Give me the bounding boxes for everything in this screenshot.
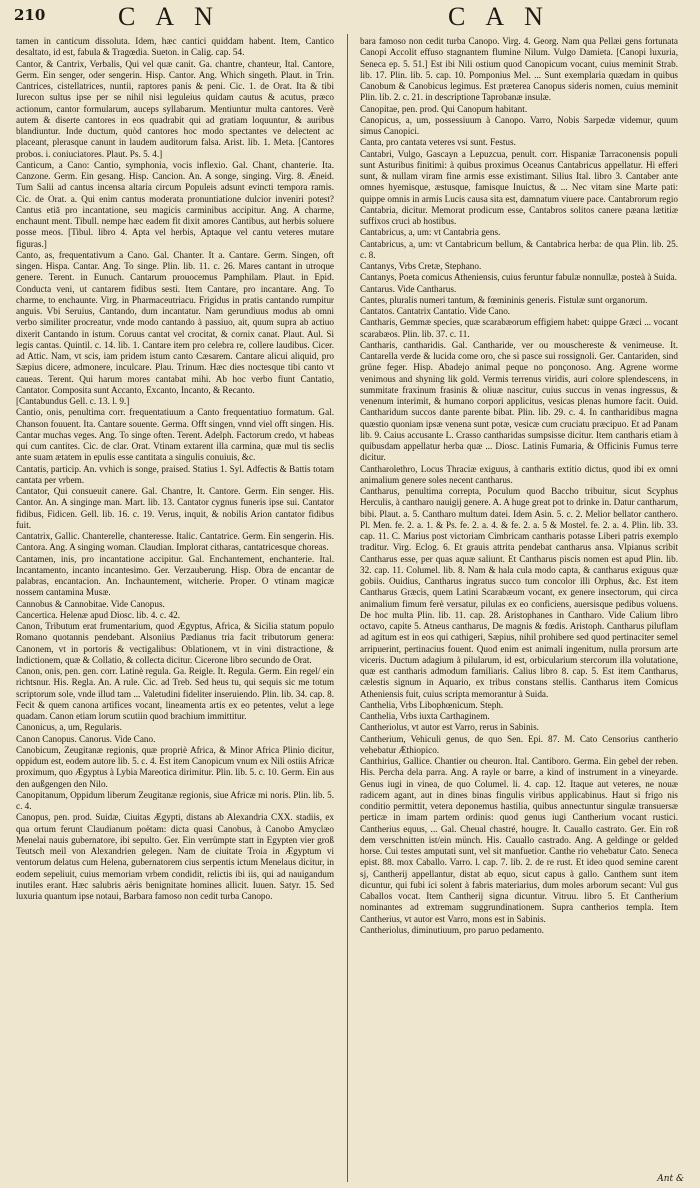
dictionary-entry: Cantatrix, Gallic. Chanterelle, chanteresse. Italic. Cantatrice. Germ. Ein sengerin. His. Cantora. Ang. A singing woman. Claudian. Implorat citharas, cantatricesque choreas.	[16, 531, 334, 553]
dictionary-entry: Cantatis, particip. An. vvhich is songe, praised. Statius 1. Syl. Adfectis & Battis totam cantata per vrbem.	[16, 463, 334, 485]
dictionary-entry: Cantamen, inis, pro incantatione accipitur. Gal. Enchantement, enchanterie. Ital. Incantamento, incanto incantesimo. Ger. Verzauberung. Hisp. Obra de encantar de palabras, encantacion. An. Inchauntement, witcherie. Proper. O vtinam magicæ nossem cantamina Musæ.	[16, 553, 334, 598]
dictionary-entry: Canopitae, pen. prod. Qui Canopum habitant.	[360, 103, 528, 114]
dictionary-entry: Cannobus & Cannobitae. Vide Canopus.	[16, 598, 165, 609]
dictionary-entry: Canopus, pen. prod. Suidæ, Ciuitas Ægypti, distans ab Alexandria CXX. stadiis, ex qua ortum ferunt Claudianum poëtam: dicta quasi Canobus, à Canobo Amyclæo Menelai nauis gubernatore, ibi sepulto. Ger. Ein verrümpte statt in Egypten vier groß Teutsch meil von Alexandrien gelegen. Nam de ciuitate Troia in Ægyptum vi ventorum delatus cum Helena, gubernatorem cius serpentis ictum Menelaus dicitur, in eodem sepeliuit, cuius memoriam vrbem condidit, relictis ibi iis, qui ad nauigandum inutiles erant. Hæc salubris aëris benignitate homines allicit. Iuuen. Satyr. 15. Sed luxuria quantum ipse notaui, Barbara famoso non cedit turba Canopo.	[16, 812, 334, 901]
dictionary-entry: Cantharis, Gemmæ species, quæ scarabæorum effigiem habet: quippe Græci ... vocant scarabæos. Plin. lib. 37. c. 11.	[360, 317, 678, 339]
dictionary-entry: Canto, as, frequentativum a Cano. Gal. Chanter. It a. Cantare. Germ. Singen, oft singen. Hispa. Cantar. Ang. To singe. Plin. lib. 11. c. 26. Mares cantant in utroque genere. Terent. in Eunuch. Cantarum prouocemus Pamphilam. Plaut. in Epid. Conducta veni, ut cantarem fidibus sesti. Item Cantare, pro incantare. Ang. To charme, to enchaunte. Virg. in Pharmaceutriacu. Frigidus in pratis cantando rumpitur anguis. Vbi Seruius, Cantando, dum incantatur. Nam gerundiuus modus ab omni verbo similiter procreatur, vnde modo cantando à passiuo, ait, quum supra ab actiuo dixerit Cantando in istum. Coruus cantat vel crocitat, & cornix canat. Plaut. Aul. Si legis cantas. Quintil. c. 14. lib. 1. Cantare item pro celebra re, collere laudibus. Cicer. ad Attic. Nam, vt scis, iam pridem istum canto Cæsarem. Cantare alicui aliquid, pro Sæpius dicere, admonere, inculcare. Plau. Trinum. Hæc dies noctesque tibi canto vt caueas. Terent. Qui harum mores cantabat mihi. Ab hoc verbo fiunt Cantatio, Cantator. Composita sunt Accanto, Excanto, Incanto, & Recanto.	[16, 249, 334, 395]
dictionary-entry: Cantatos. Cantatrix Cantatio. Vide Cano.	[360, 306, 511, 316]
dictionary-entry: Canonicus, a, um, Regularis.	[16, 722, 122, 733]
dictionary-entry: Cantabricus, a, um: vt Cantabria gens.	[360, 227, 501, 238]
dictionary-entry: Canon, Tributum erat frumentarium, quod Ægyptus, Africa, & Sicilia statum populo Romano quotannis pendebant. Alsoniius Pædianus tria facit tributorum genera: Canonem, vt in portoris & vectigalibus: Oblationem, vt in vini distractione, & Indictionem, quæ & Collatio, & collecta dicitur. Cicerone libro secundo de Orat.	[16, 621, 334, 665]
dictionary-entry: Cantator, Qui consueuit canere. Gal. Chantre, It. Cantore. Germ. Ein senger. His. Cantor. An. A singinge man. Mart. lib. 13. Cantator cygnus funeris ipse sui. Cantator fidibus, Fidicen. Gell. lib. 16. c. 19. Verus, inquit, & nobilis Arion cantator fidibus fuit.	[16, 486, 334, 530]
dictionary-entry: Cantharolethro, Locus Thraciæ exiguus, à cantharis extitio dictus, quod ibi ex omni animalium genere soles necent cantharus.	[360, 463, 678, 485]
dictionary-entry: Cantes, pluralis numeri tantum, & fœmininis generis. Fistulæ sunt organorum.	[360, 294, 648, 305]
dictionary-entry: Cantharus, penultima correpta, Poculum quod Baccho tribuitur, sicut Scyphus Herculis, à cantharo nauigij genere. A. A huge great pot to drinke in. Datur cantharum, bibi. Plaut. a. 5. Cantharo multum datei. Idem Asin. 5. c. 2. Melior bellator canthero. Pl. Men. fe. 2. a. 1. & Ps. fe. 2. a. 4. & fe. 2. a. 5 & Mostel. fe. 2. a. 4. Plin. lib. 33. cap. 11. C. Marius post victoriam Cimbricam cantharis potasse Liberi patris exemplo traditur. Virg. Eclog. 6. Et grauis attrita pendebat cantharus ansa. Vlpianus scribit Cantharus esse, per quas aquæ saliunt. Et Cantharus piscis nomen est apud Plin. lib. 32. cap. 11. Columel. lib. 8. Nam & hala cula modo capta, & cantharus exiguus quæ gobiis. Ouidius, Cantharus ingratus succo tum concolor illi Orphus, &c. Est item Cantharus Græcis, quem Latini Scarabæum vocant, ex genere insectorum, qui circa animalium fimum ferè versatur, pilulas ex eo conficiens, auersisque pedibus voluens. De hoc multa Plin. lib. 11. cap. 28. Aristophanes in Cantharo. Vide Calium libro octavo, capite 5. Atneus cantharus, De magnis & fœdis. Aristoph. Cantharus piluflam ad agitum est in eos qui cathigeri, Sæpius, nihil prohibere sed quod pertinaciter semel arripuerint, pertinacius fouent. Quod enim est animali ingenitum, nulla prorsum arte viceris. Ductum adagium à pilularum, id est, orbicularium stercorum illa volutatione, quæ est cantharis admodum familiaris. Calius libro 8. cap. 5. Est item Cantharus, cælestis signum in Aquario, ex tribus constans stellis. Cantharus item Comicus Atheniensis fuit, cuius scripta memorantur à Suida.	[360, 486, 678, 699]
dictionary-entry: Cantabricus, a, um: vt Cantabricum bellum, & Cantabrica herba: de qua Plin. lib. 25. c. 8.	[360, 238, 678, 260]
dictionary-entry: Cantio, onis, penultima corr. frequentatiuum a Canto frequentatiuo formatum. Gal. Chanson fouuent. Ita. Cantare souente. Germa. Offt singen, vnnd viel offt singen. His. Cantar muchas veges. Ang. To singe often. Terent. Adelph. Factorum credo, vt habeas qui cum cantites. Cic. de clar. Orat. Vtinam extarent illa carmina, quæ mul tis seclis ante suam ætatem in epulis esse cantitata a singulis conuiuis, &c.	[16, 407, 334, 463]
dictionary-entry: Canticum, a Cano: Cantio, symphonia, vocis inflexio. Gal. Chant, chanterie. Ita. Canzone. Germ. Ein gesang. Hisp. Cancion. An. A songe, singing. Virg. 8. Æneid. Tum Salii ad cantus incensa altaria circum Populeis adsunt evincti tempora ramis. Cic. de Orat. a. Qui enim cantus moderata pronuntiatione dulcior inveniri potest? Cantus etiā pro incantatione, seu magicis carminibus accipitur. Ang. A charme, enchaunt ment. Tibull. nempe hæc eadem fit dixit amores Cantibus, aut herbis soluere posse meos. [Tibul. libro 4. Apta vel herbis, Aptaque vel cantu veteres mutare figuras.]	[16, 159, 334, 249]
right-column	[360, 36, 678, 1182]
dictionary-entry: Canon, onis, pen. gen. corr. Latinè regula. Ga. Reigle. It. Regula. Germ. Ein regel/ ein richtsnur. His. Regla. An. A rule. Cic. ad Treb. Sed heus tu, qui sequis sic me totum scriptorum sole, vnde illud tam ... Valetudini fideliter inseruiendo. Plin. lib. 34. cap. 8. Fecit & quem canona artifices vocant, lineamenta artis ex eo petentes, velut a lege quadam. Canon etiam lorum scutiin quod brachium immittitur.	[16, 666, 334, 721]
dictionary-entry: Canopitanum, Oppidum liberum Zeugitanæ regionis, siue Africæ mi noris. Plin. lib. 5. c. 4.	[16, 789, 334, 811]
dictionary-entry: Canthirius, Gallice. Chantier ou cheuron. Ital. Cantiboro. Germa. Ein gebel der reben. His. Percha dela parra. Ang. A rayle or barre, a kind of instrument in a vineyarde. Genus iugi in vinea, de quo Columel. li. 4. cap. 12. Itaque aut veteres, ne nouæ radicem agant, aut in dines binas fingulis viribus applicabinus. Haut si frigo nis conditio permittit, vetera deponemus hastilia, quibus annectuntur singulæ transuersæ perticæ in imam partem ordinis: quod genus iugi Cantherium vocant rustici. Cantherius equus, ... Gal. Cheual chastré, hougre. It. Cauallo castrato. Ger. Ein roß dem verschnitten ist/ein münch. His. Cauallo castrado. Ang. A geldinge or gelded horse. Cui testes amputati sunt, vel sit manfuetior. Canthe rio vehebatur Cato. Seneca epist. 88. mox Caballo. Varro. l. cap. 7. lib. 2. de re rust. Et ideo quod semine carent sj, Cantherij appellantur, distat ab equo, sicut capus à gallo. Canthem sunt item dicuntur, qui fubi ici solent à fabris materiarius, dum moles arborum secant: Vul gus Caballos vocat. Item Cantherij signa dicuntur. Vitruu. libro 5. Et Cantherium nominantes ad extremam suggrundinationem. Supra cantherios templa. Item Cantherius, vt autor est Varro, mons est in Sabinis.	[360, 756, 678, 924]
dictionary-entry: Canthelia, Vrbs Libophœnicum. Steph.	[360, 699, 504, 710]
running-head-right: CAN	[448, 2, 563, 31]
page-number: 210	[14, 6, 46, 24]
dictionary-entry: Canthelia, Vrbs iuxta Carthaginem.	[360, 711, 490, 721]
dictionary-entry: [Cantabundus Gell. c. 13. l. 9.]	[16, 396, 130, 406]
dictionary-entry: Cancertica. Helenæ apud Diosc. lib. 4. c. 42.	[16, 609, 181, 620]
catchword: Ant &	[657, 1174, 684, 1184]
dictionary-entry: Cantanys, Vrbs Cretæ, Stephano.	[360, 261, 482, 271]
dictionary-entry: Canobicum, Zeugitanæ regionis, quæ propriè Africa, & Minor Africa Plinio dicitur, oppidum est, eodem autore lib. 5. c. 4. Est item Canopicum vnum ex Nili ostiis Africæ proximum, quo Ægyptus à Lybia Mareotica dirimitur. Plin. lib. 5. c. 10. Germ. Ein aus den außgengen den Nilo.	[16, 744, 334, 789]
running-head-left: CAN	[118, 2, 233, 31]
dictionary-entry: Canon Canopus. Canorus. Vide Cano.	[16, 733, 156, 744]
dictionary-entry: Canta, pro cantata veteres vsi sunt. Festus.	[360, 137, 516, 148]
dictionary-entry: Canopicus, a, um, possessiuum à Canopo. Varro, Nobis Sarpedæ videmur, quum simus Canopici.	[360, 114, 678, 136]
dictionary-entry: bara famoso non cedit turba Canopo. Virg. 4. Georg. Nam qua Pellæi gens fortunata Canopi Accolit effuso stagnantem flumine Nilum. Vulgo Damieta. [Canopi luxuria, Seneca ep. 5. 51.] Est ibi Nili ostium quod Canopicum vocant, cuius meminit Strab. lib. 17. Plin. lib. 5. cap. 10. Pomponius Mel. ... Sunt exemplaria quædam in quibus Canobum & Canobicus legimus. Est præterea Canopus sideris nomen, cuius meminit Plin. lib. 2. c. 21. in descriptione Taprobanæ insulæ.	[360, 36, 678, 103]
dictionary-entry: Cantabri, Vulgo, Gascayn a Lepuzcua, penult. corr. Hispaniæ Tarraconensis populi sunt Asturibus finitimi: à quibus proximus Oceanus Cantabricus appellatur. Hi efferi sunt, & nullam viram fine armis esse existimant. Silius Ital. libro 3. Cantaber ante omnes hyemisque, æstusque, famisque Inuictus, & ... Nec vitam sine Marte pati: quippe omnis in armis Lucis causa sita est, damnatum viuere pace. Cantabrorum regio Cantabria, dicitur. Memorat prodicum esse, Cantabros solitos canere pæana lætitiæ suffixos cruci ab hostibus.	[360, 148, 678, 226]
dictionary-entry: Cantor, & Cantrix, Verbalis, Qui vel quæ canit. Ga. chantre, chanteur, Ital. Cantore, Germ. Ein senger, oder sengerin. Hisp. Cantor. Ang. Which singeth. Plaut. in Trin. Cantrices, cistellatrices, nuntii, raptores panis & peni. Cic. 1. de Orat. Ita & tibi Iurecon sultus ipse per se nihil nisi leguleius quidam cautus & acutus, præco actionum, cantor formularum, auceps syllabarum. Mentiuntur multa cantores. Verè autem & diserte cantores in eos quadrabit qui ad gratiam loquuntur, & auribus blandiuntur. Inde ductum, quòd cantores hoc modo spectantes ve delectent ac placeant, plerasque canunt in laudem auditorum falsa. Arist. lib. 1. Meta. [Cantores probos. i. coniuciatores. Plaut. Ps. 5. 4.]	[16, 58, 334, 159]
dictionary-entry: Cantarus. Vide Cantharus.	[360, 283, 457, 294]
left-column	[16, 36, 334, 1182]
dictionary-entry: Cantherium, Vehiculi genus, de quo Sen. Epi. 87. M. Cato Censorius cantherio vehebatur Æthiopico.	[360, 733, 678, 755]
dictionary-entry: tamen in canticum dissoluta. Idem, hæc cantici quiddam habent. Item, Cantico desaltato, id est, fabula & Tragœdia. Sueton. in Calig. cap. 54.	[16, 36, 334, 58]
dictionary-entry: Cantanys, Poeta comicus Atheniensis, cuius feruntur fabulæ nonnullæ, posteà à Suida.	[360, 272, 677, 283]
dictionary-entry: Cantheriolus, vt autor est Varro, rerus in Sabinis.	[360, 722, 539, 733]
column-divider	[347, 34, 348, 1182]
dictionary-entry: Cantharis, cantharidis. Gal. Cantharide, ver ou mouschereste & venimeuse. It. Cantarella verde & lucida come oro, che si pasce sui rossignoli. Ger. Cantariden, sind grüne feger. Hisp. Abadejo animal peque no ponçonoso. Ang. Agrene worme venimous and shyning lik gold. Vermis terrenus viridis, auri colore splendescens, in summitate fraxinum frasinis & oliuæ nascitur, cuius succus in venas ingressus, & venenum interimit, & humano corpori applicitus, vesicas plenas humore facit. Ouid. Cantharidum succos dante parente bibat. Plin. lib. 29. c. 4. In cantharidibus magna quæstio quoniam ipsæ venena sunt potæ, vesicæ cum cruciatu præcipuo. Et ad Panam lib. 9. Caius accusante L. Crasso cantharidas sumpsisse dicitur. Item cantharis etiam à quibusdam appellatur herba quæ ... Diosc. Latinis Fumaria, & Officinis Fumus terre dicitur.	[360, 339, 678, 463]
page-header	[0, 0, 700, 36]
dictionary-entry: Cantheriolus, diminutiuum, pro paruo pedamento.	[360, 924, 544, 935]
